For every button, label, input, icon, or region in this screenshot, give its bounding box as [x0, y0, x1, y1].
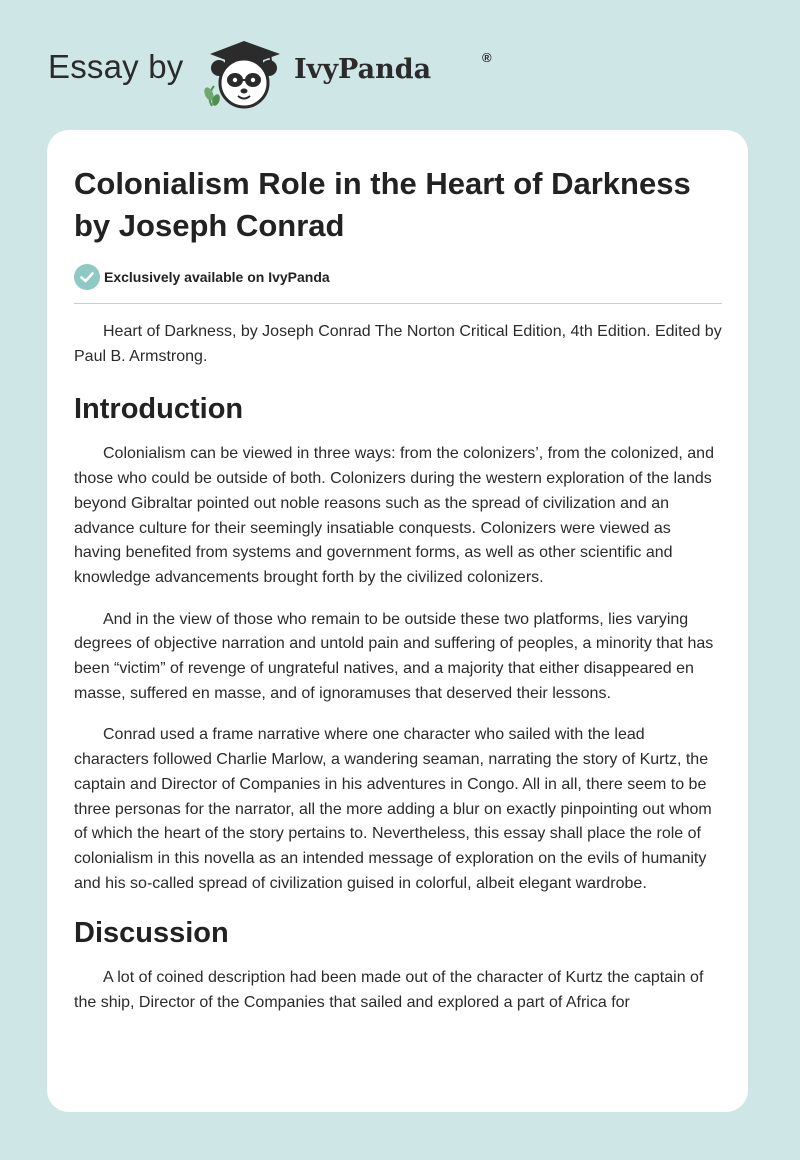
exclusive-badge-label: Exclusively available on IvyPanda	[104, 269, 330, 285]
panda-graduate-logo-icon	[200, 36, 288, 110]
section-heading-discussion: Discussion	[74, 917, 229, 950]
essay-card	[47, 130, 748, 1112]
paragraph: Conrad used a frame narrative where one character who sailed with the lead characters followed Charlie Marlow, a wandering seaman, narrating the story of Kurtz, the captain and Director of Companies in his adventures in Congo. All in all, there seem to be three personas for the narrator, all the more adding a blur on exactly pinpointing out whom of which the heart of the story pertains to. Nevertheless, this essay shall place the role of colonialism in this novella as an intended message of exploration on the evils of humanity and his so-called spread of civilization guised in colorful, albeit elegant wardrobe.	[74, 726, 712, 892]
divider	[74, 303, 722, 304]
brand-prefix: Essay by	[48, 48, 184, 85]
section-heading-introduction: Introduction	[74, 393, 244, 426]
brand-name: IvyPanda	[294, 54, 432, 85]
page-title: Colonialism Role in the Heart of Darkness by Joseph Conrad	[74, 166, 691, 243]
paragraph: Colonialism can be viewed in three ways: from the colonizers’, from the colonized, and those who could be outside of both. Colonizers during the western exploration of the lands beyond Gibraltar pointed out noble reasons such as the spread of civilization and an advance culture for their seemingly insatiable conquests. Colonizers were viewed as having benefited from systems and government forms, as well as other scientific and knowledge advancements brought forth by the civilized colonizers.	[74, 445, 714, 586]
paragraph: A lot of coined description had been made out of the character of Kurtz the captain of the ship, Director of the Companies that sailed and explored a part of Africa for	[74, 969, 704, 1012]
source-note: Heart of Darkness, by Joseph Conrad The Norton Critical Edition, 4th Edition. Edited by Paul B. Armstrong.	[74, 323, 722, 365]
registered-mark: ®	[482, 50, 492, 65]
check-circle-icon	[74, 264, 100, 290]
essay-body	[74, 320, 722, 1033]
site-brand[interactable]	[48, 34, 508, 110]
exclusive-badge	[74, 264, 474, 290]
paragraph: And in the view of those who remain to be outside these two platforms, lies varying degrees of objective narration and untold pain and suffering of peoples, a minority that has been “victim” of revenge of ungrateful natives, and a majority that either disappeared en masse, suffered en masse, and of ignoramuses that deserved their lessons.	[74, 610, 714, 702]
